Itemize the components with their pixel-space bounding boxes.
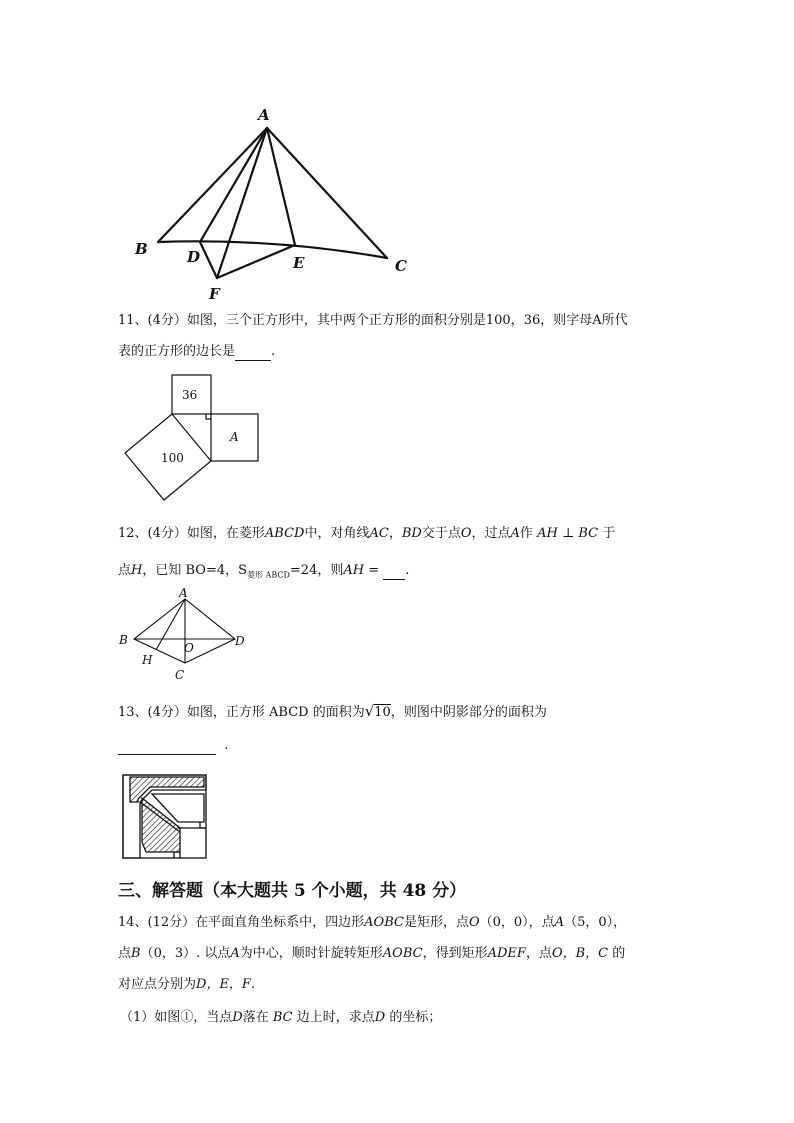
rhombus-label-C: C — [175, 668, 185, 682]
q12-bc: BC — [578, 526, 599, 541]
q12-abcd: ABCD — [264, 526, 305, 541]
label-A: A — [258, 106, 270, 124]
figure-rhombus — [115, 586, 255, 684]
q12-text: 12、(4分）如图，在菱形 — [118, 526, 265, 541]
q14-text: . — [250, 977, 256, 992]
q14-text: 的 — [612, 946, 626, 961]
rhombus-label-H: H — [142, 653, 153, 667]
q14-part1 — [120, 1010, 441, 1026]
q11-line2 — [118, 344, 275, 361]
q14-aobc2: AOBC — [382, 946, 423, 961]
figure-triangle-abc — [125, 100, 425, 305]
q12-ah: AH — [537, 526, 558, 541]
sqrt-sign: √ — [364, 702, 375, 720]
q12-text: 作 — [519, 526, 533, 541]
q12-line2 — [118, 563, 409, 584]
q14-obc: O，B，C — [551, 946, 609, 961]
q14-text: ，点 — [525, 946, 552, 961]
q11-text: 表的正方形的边长是 — [118, 344, 236, 359]
q14-text: 是矩形，点 — [403, 915, 469, 930]
q14-bc: BC — [272, 1010, 293, 1025]
q12-line1 — [118, 526, 615, 542]
q13-line — [118, 703, 547, 721]
q12-a: A — [510, 526, 520, 541]
q14-aobc: AOBC — [364, 915, 404, 930]
q14-text: （1）如图①，当点 — [120, 1010, 233, 1025]
square-36-label: 36 — [182, 388, 198, 402]
q14-def: D，E，F — [196, 977, 251, 992]
q13-text: 13、(4分）如图，正方形 ABCD 的面积为 — [118, 705, 365, 720]
q14-text: （0，3）. 以点 — [140, 946, 231, 961]
q14-a: A — [554, 915, 565, 930]
label-D: D — [187, 248, 201, 266]
q12-h: H — [131, 563, 143, 578]
q14-text: 边上时，求点 — [296, 1010, 375, 1025]
q13-end: . — [224, 738, 229, 753]
q14-o: O — [468, 915, 480, 930]
rhombus-label-D: D — [235, 634, 245, 648]
q12-perp: ⊥ — [561, 526, 575, 541]
section-title: 三、解答题（本大题共 5 个小题，共 48 分） — [118, 881, 467, 901]
q12-bd: BD — [401, 526, 422, 541]
answer-blank — [118, 738, 216, 755]
q12-text: =24，则 — [289, 563, 344, 578]
q13-radicand: 10 — [374, 705, 391, 720]
label-B: B — [135, 240, 148, 258]
answer-blank — [235, 344, 271, 361]
q14-text: （0，0），点 — [479, 915, 555, 930]
answer-blank — [383, 563, 405, 580]
q12-text: ，过点 — [471, 526, 511, 541]
q14-text: 点 — [118, 946, 132, 961]
q14-text: 对应点分别为 — [118, 977, 197, 992]
q12-end: . — [405, 563, 410, 578]
q13-blank-line — [118, 738, 228, 755]
q11-end: . — [271, 344, 276, 359]
q13-text: ，则图中阴影部分的面积为 — [390, 705, 547, 720]
q14-text: 的坐标； — [389, 1010, 442, 1025]
label-F: F — [209, 285, 220, 303]
q14-b: B — [131, 946, 141, 961]
square-a-label: A — [230, 430, 239, 444]
q14-text: 14、(12分）在平面直角坐标系中，四边形 — [118, 915, 365, 930]
q14-adef: ADEF — [487, 946, 526, 961]
label-E: E — [293, 254, 305, 272]
q14-line3 — [118, 977, 255, 993]
rhombus-label-A: A — [179, 586, 188, 600]
q12-o: O — [460, 526, 472, 541]
figure-shaded-square — [120, 772, 210, 860]
q12-text: ， — [388, 526, 402, 541]
label-C: C — [395, 257, 407, 275]
q14-a2: A — [230, 946, 240, 961]
q12-text: 交于点 — [421, 526, 461, 541]
q12-sub: 菱形 ABCD — [247, 570, 290, 580]
q12-eq: = — [368, 563, 380, 578]
q12-text: 于 — [602, 526, 616, 541]
q12-text: 点 — [118, 563, 132, 578]
q12-text: ，已知 BO=4，S — [142, 563, 248, 578]
q14-text: ，得到矩形 — [422, 946, 488, 961]
rhombus-label-O: O — [184, 641, 194, 655]
q14-text: 落在 — [242, 1010, 269, 1025]
q14-d: D — [232, 1010, 243, 1025]
rhombus-label-B: B — [119, 633, 128, 647]
figure-three-squares — [120, 370, 265, 506]
q14-line1 — [118, 915, 626, 931]
q12-text: 中，对角线 — [304, 526, 370, 541]
q12-ac: AC — [369, 526, 389, 541]
q11-line1: 11、(4分）如图，三个正方形中，其中两个正方形的面积分别是100，36，则字母A所代 — [118, 313, 628, 328]
q12-ah2: AH — [343, 563, 365, 578]
q14-text: 为中心，顺时针旋转矩形 — [239, 946, 383, 961]
square-100-label: 100 — [161, 451, 184, 465]
q14-text: （5，0）， — [564, 915, 627, 930]
q14-d2: D — [374, 1010, 386, 1025]
q14-line2 — [118, 946, 625, 962]
